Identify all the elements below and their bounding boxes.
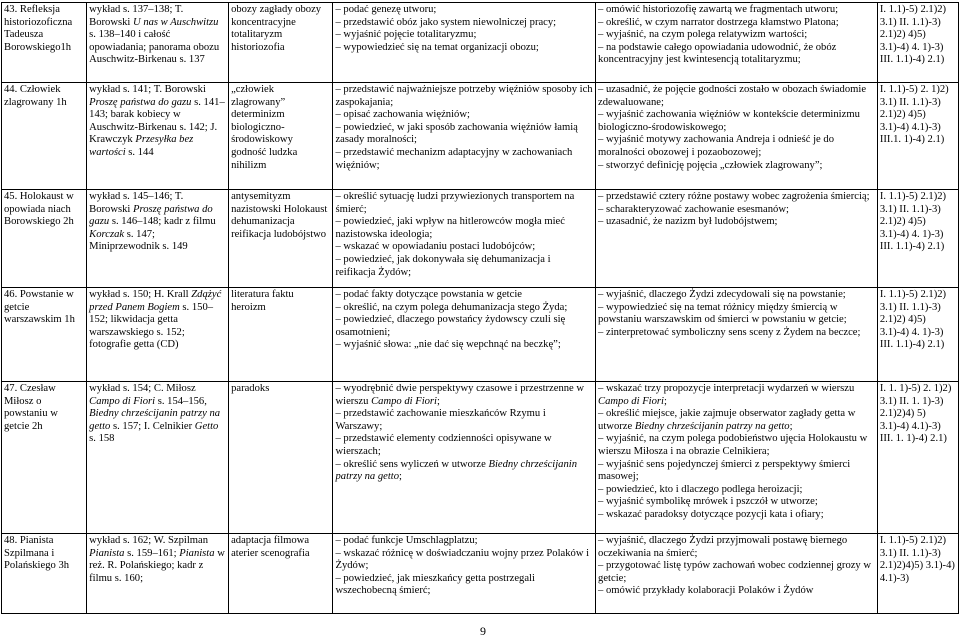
standards-cell	[877, 3, 958, 83]
materials-title: U nas w Auschwitzu	[133, 16, 219, 28]
goal-item	[335, 459, 593, 484]
materials-title: Korczak	[89, 228, 125, 240]
goal-item: – wypowiedzieć się na temat organizacji obozu;	[335, 41, 539, 53]
goal-text: ;	[437, 395, 440, 407]
materials-text: s. 159–161;	[124, 547, 180, 559]
goal-item: – wyjaśnić, na czym polega podobieństwo ujęcia Holokaustu w wierszu Miłosza i na obrazie Celnikiera;	[598, 433, 868, 457]
materials-title: Przesyłka bez wartości	[89, 134, 194, 158]
topic-cell	[2, 534, 87, 614]
goal-text: ;	[399, 471, 402, 483]
lesson-plan-table	[1, 2, 959, 614]
goal-item: – powiedzieć, jak mieszkańcy getta postrzegali wszechobecną śmierć;	[335, 572, 535, 597]
standards-text: I. 1.1)-5) 2. 1)2) 3.1) II. 1.1)-3) 2.1)2) 4)5) 3.1)-4) 4.1)-3) III.1. 1)-4) 2.1)	[879, 84, 949, 146]
materials-title: Pianista	[179, 547, 215, 559]
goal-item: – powiedzieć, w jaki sposób zachowania więźniów łamią zasady moralności;	[335, 121, 578, 146]
goal-item: – omówić przykłady kolaboracji Polaków i Żydów	[598, 585, 814, 597]
standards-cell	[877, 83, 958, 190]
goal-item: – stworzyć definicję pojęcia „człowiek zlagrowany”;	[598, 159, 823, 171]
terms-cell	[229, 190, 333, 288]
materials-cell	[87, 534, 229, 614]
materials-title: Getto	[194, 420, 219, 432]
basic-goals-cell	[333, 534, 596, 614]
extended-goals-cell	[596, 382, 878, 534]
goal-text: – określić miejsce, jakie zajmuje obserwator zagłady getta w utworze	[598, 408, 856, 432]
topic-text: 43. Refleksja historiozoficzna Tadeusza Borowskiego1h	[4, 4, 73, 53]
materials-text: s. 150–152; likwidacja getta warszawskiego s. 152; fotografie getta (CD)	[89, 301, 214, 351]
goal-item: – opisać zachowania więźniów;	[335, 109, 470, 121]
extended-goals-cell	[596, 3, 878, 83]
terms-text: literatura faktu heroizm	[231, 289, 294, 313]
goal-text: – określić sens wyliczeń w utworze	[335, 458, 489, 470]
materials-text: s. 147; Miniprzewodnik s. 149	[89, 228, 188, 253]
goal-item: – wyjaśnić symbolikę mrówek i pszczół w utworze;	[598, 496, 818, 508]
materials-cell	[87, 83, 229, 190]
standards-cell	[877, 382, 958, 534]
standards-cell	[877, 534, 958, 614]
goal-item: – przedstawić zachowanie mieszkańców Rzymu i Warszawy;	[335, 408, 546, 432]
page-number: 9	[480, 624, 486, 638]
goal-item: – omówić historiozofię zawartą we fragmentach utworu;	[598, 4, 839, 15]
goal-text: ;	[789, 420, 793, 432]
goal-item: – powiedzieć, kto i dlaczego podlega heroizacji;	[598, 483, 803, 495]
terms-text: antysemityzm nazistowski Holokaust dehumanizacja reifikacja ludobójstwo	[231, 191, 328, 240]
goal-item: – przedstawić cztery różne postawy wobec zagrożenia śmiercią;	[598, 191, 870, 202]
topic-cell	[2, 382, 87, 534]
topic-text: 47. Czesław Miłosz o powstaniu w getcie 2h	[4, 383, 58, 432]
table-row	[2, 288, 959, 382]
goal-item: – powiedzieć, dlaczego powstańcy żydowscy czuli się osamotnieni;	[335, 314, 566, 338]
goal-title: Biedny chrześcijanin patrzy na getto	[335, 458, 578, 483]
goal-item: – wskazać paradoksy dotyczące pozycji kata i ofiary;	[598, 508, 824, 520]
goal-item: – wyjaśnić, dlaczego Żydzi zdecydowali się na powstanie;	[598, 289, 846, 300]
table-row	[2, 190, 959, 288]
materials-cell	[87, 288, 229, 382]
standards-cell	[877, 288, 958, 382]
topic-text: 48. Pianista Szpilmana i Polańskiego 3h	[4, 535, 70, 572]
goal-item: – przedstawić mechanizm adaptacyjny w zachowaniach więźniów;	[335, 146, 573, 171]
goal-item	[598, 408, 875, 433]
standards-text: I. 1.1)-5) 2.1)2) 3.1) II. 1.1)-3) 2.1)2) 4)5) 3.1)-4) 4. 1)-3) III. 1.1)-4) 2.1)	[879, 191, 947, 253]
topic-cell	[2, 190, 87, 288]
materials-title: Proszę państwa do gazu	[89, 96, 192, 108]
materials-text: wykład s. 162; W. Szpilman	[89, 535, 209, 546]
goal-item: – wyjaśnić, na czym polega relatywizm wartości;	[598, 29, 808, 41]
goal-text: ;	[663, 395, 667, 407]
goal-item: – uzasadnić, że pojęcie godności zostało w obozach świadomie zdewaluowane;	[598, 84, 867, 108]
goal-item: – wypowiedzieć się na temat różnicy między śmiercią w powstaniu warszawskim od śmierci w powstaniu w getcie;	[598, 301, 847, 326]
terms-text: „człowiek zlagrowany” determinizm biologiczno-środowiskowy godność ludzka nihilizm	[231, 84, 298, 171]
materials-text: wykład s. 150; H. Krall	[89, 289, 192, 300]
goal-item: – scharakteryzować zachowanie esesmanów;	[598, 203, 789, 215]
terms-cell	[229, 534, 333, 614]
standards-text: I. 1.1)-5) 2.1)2) 3.1) II. 1.1)-3) 2.1)2) 4)5) 3.1)-4) 4. 1)-3) III. 1.1)-4) 2.1)	[879, 289, 947, 351]
materials-text: s. 146–148; kadr z filmu	[109, 216, 216, 228]
materials-text: s. 154–156,	[155, 395, 207, 407]
basic-goals-cell	[333, 190, 596, 288]
table-row	[2, 382, 959, 534]
topic-cell	[2, 288, 87, 382]
standards-text: I. 1. 1)-5) 2. 1)2) 3.1) II. 1. 1)-3) 2.1)2)4) 5) 3.1)-4) 4.1)-3) III. 1. 1)-4) 2.1)	[879, 383, 952, 445]
goal-title: Biedny chrześcijanin patrzy na getto	[634, 420, 790, 432]
goal-item: – przedstawić obóz jako system niewolniczej pracy;	[335, 16, 557, 28]
goal-item: – powiedzieć, jaki wpływ na hitlerowców mogła mieć nazistowska ideologia;	[335, 216, 565, 240]
goal-item: – przedstawić najważniejsze potrzeby więźniów sposoby ich zaspokajania;	[335, 84, 593, 108]
materials-text: wykład s. 145–146; T. Borowski	[89, 191, 184, 215]
standards-text: I. 1.1)-5) 2.1)2) 3.1) II. 1.1)-3) 2.1)2) 4)5) 3.1)-4) 4. 1)-3) III. 1.1)-4) 2.1)	[879, 4, 947, 66]
goal-item: – wskazać w opowiadaniu postaci ludobójców;	[335, 241, 536, 253]
goal-item: – podać genezę utworu;	[335, 4, 437, 15]
goal-item: – wyjaśnić pojęcie totalitaryzmu;	[335, 29, 477, 41]
materials-title: Pianista	[89, 547, 125, 559]
goal-item: – określić, w czym narrator dostrzega kłamstwo Platona;	[598, 16, 839, 28]
basic-goals-cell	[333, 3, 596, 83]
standards-cell	[877, 190, 958, 288]
goal-item: – powiedzieć, jak dokonywała się dehumanizacja i reifikacja Żydów;	[335, 253, 551, 278]
materials-text: wykład s. 154; C. Miłosz	[89, 383, 196, 394]
extended-goals-cell	[596, 534, 878, 614]
table-row	[2, 83, 959, 190]
extended-goals-cell	[596, 190, 878, 288]
goal-item: – podać fakty dotyczące powstania w getcie	[335, 289, 522, 300]
goal-item: – wyjaśnić sens pojedynczej śmierci z perspektywy śmierci masowej;	[598, 458, 851, 483]
goal-item: – zinterpretować symboliczny sens sceny z Żydem na beczce;	[598, 326, 861, 338]
materials-text: wykład s. 141; T. Borowski	[89, 84, 206, 95]
goal-title: Campo di Fiori	[598, 395, 664, 407]
goal-text: – wskazać trzy propozycje interpretacji wydarzeń w wierszu	[598, 383, 855, 394]
goal-item	[335, 383, 593, 408]
goal-text: – wyodrębnić dwie perspektywy czasowe i przestrzenne w wierszu	[335, 383, 585, 407]
goal-item: – wskazać różnicę w doświadczaniu wojny przez Polaków i Żydów;	[335, 547, 590, 572]
goal-item: – na podstawie całego opowiadania udowodnić, że obóz koncentracyjny jest kwintesencją totalitaryzmu;	[598, 41, 837, 66]
materials-text: s. 157; I. Celnikier	[110, 420, 195, 432]
table-row	[2, 3, 959, 83]
terms-text: obozy zagłady obozy koncentracyjne totalitaryzm historiozofia	[231, 4, 322, 53]
goal-item: – określić, na czym polega dehumanizacja stego Żyda;	[335, 301, 568, 313]
materials-title: Proszę państwa do gazu	[89, 203, 213, 228]
basic-goals-cell	[333, 83, 596, 190]
extended-goals-cell	[596, 288, 878, 382]
basic-goals-cell	[333, 382, 596, 534]
topic-text: 44. Człowiek zlagrowany 1h	[4, 84, 67, 108]
terms-text: paradoks	[231, 383, 270, 394]
materials-cell	[87, 190, 229, 288]
terms-cell	[229, 382, 333, 534]
goal-item: – podać funkcje Umschlagplatzu;	[335, 535, 478, 546]
materials-text: s. 138–140 i całość opowiadania; panorama obozu Auschwitz-Birkenau s. 137	[89, 29, 220, 66]
goal-item: – wyjaśnić zachowania więźniów w kontekście determinizmu biologiczno-środowiskowego;	[598, 109, 860, 133]
materials-title: Biedny chrześcijanin patrzy na getto	[89, 408, 221, 432]
goal-title: Campo di Fiori	[371, 395, 437, 407]
goal-item: – przygotować listę typów zachowań wobec codziennej grozy w getcie;	[598, 560, 872, 584]
materials-text: s. 158	[89, 433, 115, 445]
goal-item	[598, 383, 875, 408]
terms-text: adaptacja filmowa aterier scenografia	[231, 535, 310, 559]
table-row	[2, 534, 959, 614]
materials-text: s. 141–143; barak kobiecy w Auschwitz-Birkenau s. 142; J. Krawczyk	[89, 96, 225, 146]
extended-goals-cell	[596, 83, 878, 190]
basic-goals-cell	[333, 288, 596, 382]
materials-title: Zdążyć przed Panem Bogiem	[89, 289, 222, 313]
goal-item: – przedstawić elementy codzienności opisywane w wierszach;	[335, 433, 552, 457]
goal-item: – uzasadnić, że nazizm był ludobójstwem;	[598, 216, 778, 228]
goal-item: – określić sytuację ludzi przywiezionych transportem na śmierć;	[335, 191, 575, 215]
goal-item: – wyjaśnić słowa: „nie dać się wepchnąć na beczkę”;	[335, 339, 561, 351]
materials-cell	[87, 382, 229, 534]
materials-title: Campo di Fiori	[89, 395, 156, 407]
materials-text: wykład s. 137–138; T. Borowski	[89, 4, 184, 28]
topic-cell	[2, 3, 87, 83]
topic-text: 46. Powstanie w getcie warszawskim 1h	[4, 289, 75, 326]
topic-text: 45. Holokaust w opowiada niach Borowskiego 2h	[4, 191, 74, 228]
materials-cell	[87, 3, 229, 83]
goal-item: – wyjaśnić, dlaczego Żydzi przyjmowali postawę biernego oczekiwania na śmierć;	[598, 535, 848, 559]
terms-cell	[229, 3, 333, 83]
terms-cell	[229, 83, 333, 190]
terms-cell	[229, 288, 333, 382]
standards-text: I. 1.1)-5) 2.1)2) 3.1) II. 1.1)-3) 2.1)2)4)5) 3.1)-4) 4.1)-3)	[879, 535, 955, 584]
topic-cell	[2, 83, 87, 190]
materials-text: w reż. R. Polańskiego; kadr z filmu s. 160;	[89, 547, 225, 584]
goal-item: – wyjaśnić motywy zachowania Andreja i odnieść je do moralności obozowej i pozaobozowej;	[598, 134, 834, 158]
materials-text: s. 144	[125, 146, 154, 158]
